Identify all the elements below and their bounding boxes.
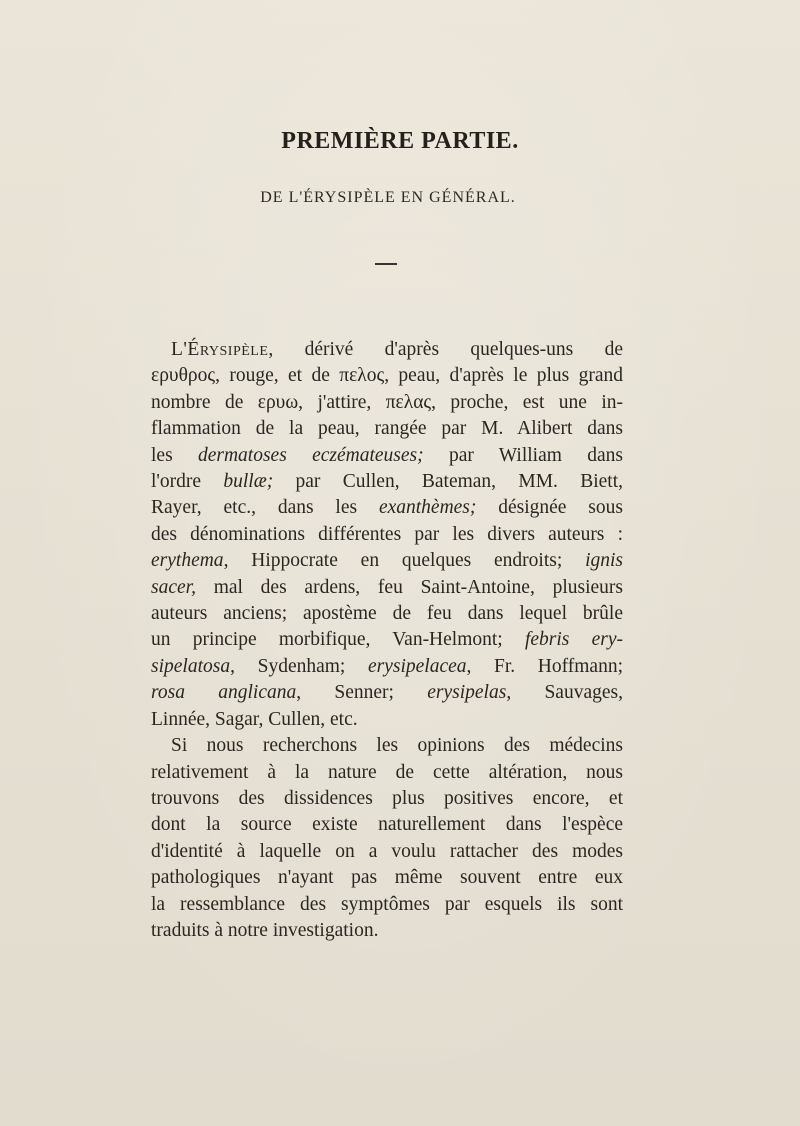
text-line: relativement à la nature de cette altération, nous bbox=[151, 761, 623, 783]
italic-term: ignis bbox=[585, 550, 623, 572]
separator-rule bbox=[375, 263, 397, 265]
text-line: des dénominations différentes par les divers auteurs : bbox=[151, 523, 623, 545]
text-line: Si nous recherchons les opinions des médecins bbox=[171, 735, 623, 757]
text-line: nombre de ερυω, j'attire, πελας, proche, est une in- bbox=[151, 391, 623, 413]
text-line bbox=[151, 654, 623, 680]
italic-term: sacer, bbox=[151, 576, 196, 598]
text-line: la ressemblance des symptômes par esquels ils sont bbox=[151, 893, 623, 915]
italic-term: erythema bbox=[151, 550, 224, 572]
italic-term: sipelatosa bbox=[151, 655, 231, 677]
text-line: auteurs anciens; apostème de feu dans lequel brûle bbox=[151, 603, 623, 625]
text-line: ερυθρος, rouge, et de πελος, peau, d'après le plus grand bbox=[151, 365, 623, 387]
text-run: , Sauvages, bbox=[506, 682, 623, 704]
text-run: par William dans bbox=[423, 444, 623, 466]
text-run: désignée sous bbox=[476, 497, 623, 519]
text-run: , Fr. Hoffmann; bbox=[466, 655, 623, 677]
text-run: l'ordre bbox=[151, 471, 224, 493]
text-line bbox=[151, 469, 623, 495]
text-run: , Senner; bbox=[296, 682, 428, 704]
text-line: flammation de la peau, rangée par M. Alibert dans bbox=[151, 418, 623, 440]
text-line bbox=[151, 337, 623, 363]
italic-term: febris ery- bbox=[524, 629, 623, 651]
text-line bbox=[151, 680, 623, 706]
italic-term: erysipelas bbox=[427, 682, 507, 704]
text-run: Rayer, etc., dans les bbox=[151, 497, 379, 519]
italic-term: exanthèmes; bbox=[378, 497, 477, 519]
text-line bbox=[151, 495, 623, 521]
text-line: Linnée, Sagar, Cullen, etc. bbox=[151, 708, 358, 730]
text-run: , Sydenham; bbox=[230, 655, 368, 677]
body-text bbox=[151, 337, 623, 944]
text-line: d'identité à laquelle on a voulu rattacher des modes bbox=[151, 840, 623, 862]
text-line: pathologiques n'ayant pas même souvent entre eux bbox=[151, 867, 623, 889]
italic-term: bullæ; bbox=[223, 471, 274, 493]
text-line bbox=[151, 627, 623, 653]
text-line: dont la source existe naturellement dans l'espèce bbox=[151, 814, 623, 836]
italic-term: erysipelacea bbox=[367, 655, 467, 677]
text-line bbox=[151, 443, 623, 469]
text-run: les bbox=[151, 444, 198, 466]
italic-term: dermatoses eczémateuses; bbox=[197, 444, 424, 466]
text-line: traduits à notre investigation. bbox=[151, 919, 379, 941]
text-run: un principe morbifique, Van-Helmont; bbox=[151, 629, 525, 651]
part-title: PREMIÈRE PARTIE. bbox=[281, 128, 519, 154]
text-run: mal des ardens, feu Saint-Antoine, plusieurs bbox=[195, 576, 623, 598]
paragraph-2 bbox=[151, 733, 623, 944]
text-run: par Cullen, Bateman, MM. Biett, bbox=[273, 471, 623, 493]
text-line bbox=[151, 575, 623, 601]
section-title: DE L'ÉRYSIPÈLE EN GÉNÉRAL. bbox=[260, 189, 516, 206]
text-line bbox=[151, 548, 623, 574]
paragraph-1 bbox=[151, 337, 623, 733]
term-erysipele: L'Érysipèle bbox=[171, 339, 269, 360]
text-run: , Hippocrate en quelques endroits; bbox=[223, 550, 586, 572]
italic-term: rosa anglicana bbox=[151, 682, 297, 704]
text-run: , dérivé d'après quelques-uns de bbox=[268, 339, 623, 360]
text-line: trouvons des dissidences plus positives encore, et bbox=[151, 787, 623, 809]
